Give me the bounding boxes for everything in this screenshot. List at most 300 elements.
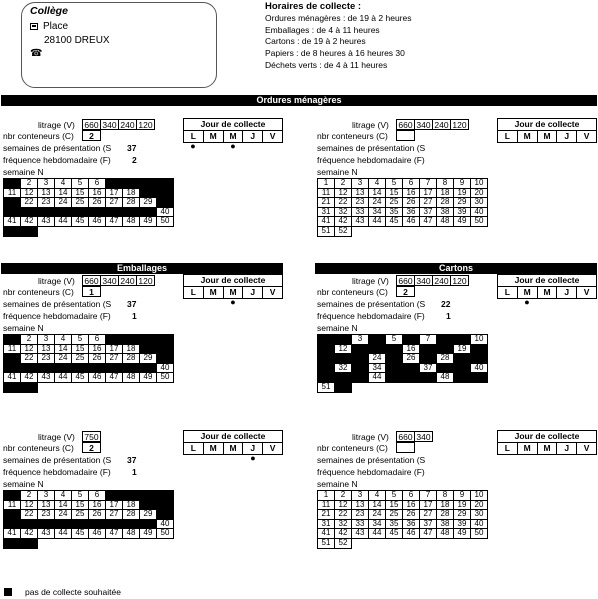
- week-cell: 19: [454, 500, 471, 510]
- week-cell: 19: [454, 188, 471, 198]
- week-cell: 46: [403, 217, 420, 227]
- week-cell: 15: [386, 188, 403, 198]
- week-cell: 8: [437, 179, 454, 189]
- week-cell: 24: [369, 510, 386, 520]
- week-cell: 25: [72, 354, 89, 364]
- empty-day: [263, 141, 283, 151]
- week-cell: 7: [106, 335, 123, 345]
- week-cell: 44: [369, 529, 386, 539]
- week-number-label: semaine N: [317, 479, 358, 489]
- week-cell: 11: [318, 500, 335, 510]
- week-cell: 45: [72, 217, 89, 227]
- weeks-label: semaines de présentation (S: [3, 455, 112, 465]
- week-cell: 50: [157, 217, 174, 227]
- week-cell: 10: [157, 491, 174, 501]
- week-cell: 49: [454, 529, 471, 539]
- week-cell: 40: [471, 207, 488, 217]
- frequency-label: fréquence hebdomadaire (F): [3, 311, 111, 321]
- week-cell: 39: [140, 363, 157, 373]
- weekday-4: V: [262, 131, 282, 142]
- weeks-value: 37: [127, 143, 137, 153]
- week-cell: 24: [369, 354, 386, 364]
- litrage-value: 120: [136, 275, 155, 286]
- week-cell: 44: [55, 373, 72, 383]
- litrage-value: 660: [396, 119, 415, 130]
- week-cell: 48: [123, 217, 140, 227]
- week-cell: 20: [471, 344, 488, 354]
- litrage-value: 120: [450, 275, 469, 286]
- week-cell: 27: [106, 510, 123, 520]
- week-cell: 25: [386, 354, 403, 364]
- week-cell: 24: [55, 510, 72, 520]
- week-cell: 36: [89, 519, 106, 529]
- containers-value: 2: [82, 442, 101, 453]
- week-cell: 51: [318, 382, 335, 392]
- week-cell: 44: [369, 373, 386, 383]
- week-cell: 49: [454, 217, 471, 227]
- week-cell: 33: [38, 519, 55, 529]
- week-cell: 26: [89, 510, 106, 520]
- litrage-value: 240: [118, 119, 137, 130]
- week-cell: 14: [369, 500, 386, 510]
- week-cell: 36: [403, 207, 420, 217]
- week-cell: 51: [318, 226, 335, 236]
- week-cell: 17: [420, 344, 437, 354]
- week-cell: 42: [335, 529, 352, 539]
- schedule-title: Horaires de collecte :: [265, 1, 362, 12]
- litrage-values: [82, 275, 154, 286]
- weekday-row: [498, 443, 596, 454]
- week-cell: 11: [318, 188, 335, 198]
- week-cell: 22: [335, 510, 352, 520]
- week-cell: 52: [335, 538, 352, 548]
- weekday-0: L: [190, 443, 196, 453]
- week-cell: 20: [157, 188, 174, 198]
- weeks-value: 37: [127, 455, 137, 465]
- weekday-1: M: [203, 131, 223, 142]
- week-cell: 35: [386, 519, 403, 529]
- week-cell: 4: [369, 179, 386, 189]
- weekday-0: L: [190, 287, 196, 297]
- week-cell: 19: [140, 500, 157, 510]
- week-cell: 6: [89, 179, 106, 189]
- week-cell: 4: [369, 491, 386, 501]
- week-cell: 8: [437, 491, 454, 501]
- collection-day-title: Jour de collecte: [498, 275, 596, 287]
- containers-label: nbr conteneurs (C): [3, 443, 74, 453]
- week-cell: 52: [335, 382, 352, 392]
- collection-day-title: Jour de collecte: [498, 431, 596, 443]
- week-cell: 37: [106, 207, 123, 217]
- week-cell: 52: [21, 226, 38, 236]
- week-cell: 37: [420, 207, 437, 217]
- week-cell: 40: [157, 519, 174, 529]
- week-cell: 26: [89, 354, 106, 364]
- empty-day: [203, 297, 223, 307]
- week-cell: 19: [454, 344, 471, 354]
- week-cell: 31: [318, 207, 335, 217]
- collection-day-box: [183, 274, 283, 299]
- weeks-label: semaines de présentation (S: [317, 455, 426, 465]
- containers-value: 2: [82, 130, 101, 141]
- week-cell: 12: [335, 500, 352, 510]
- week-cell: 18: [123, 500, 140, 510]
- week-cell: 18: [437, 344, 454, 354]
- week-cell: 37: [420, 363, 437, 373]
- week-cell: 18: [123, 344, 140, 354]
- week-cell: 9: [454, 335, 471, 345]
- week-cell: 24: [55, 354, 72, 364]
- street: Place: [43, 21, 69, 32]
- weekday-3: J: [242, 443, 262, 454]
- week-cell: 31: [4, 519, 21, 529]
- week-cell: 48: [437, 217, 454, 227]
- week-number-label: semaine N: [317, 167, 358, 177]
- week-cell: 18: [437, 188, 454, 198]
- week-cell: 37: [106, 519, 123, 529]
- week-cell: 43: [352, 529, 369, 539]
- week-cell: 10: [471, 179, 488, 189]
- week-cell: 35: [72, 207, 89, 217]
- empty-day: [497, 297, 517, 307]
- week-cell: 31: [4, 207, 21, 217]
- litrage-value: 340: [414, 275, 433, 286]
- week-cell: 45: [72, 373, 89, 383]
- week-cell: 50: [471, 217, 488, 227]
- week-cell: 23: [38, 354, 55, 364]
- week-cell: 5: [72, 179, 89, 189]
- week-cell: 24: [369, 198, 386, 208]
- week-cell: 16: [89, 188, 106, 198]
- litrage-values: [82, 431, 100, 442]
- weekday-4: V: [576, 131, 596, 142]
- weekday-0: L: [190, 131, 196, 141]
- weekday-0: L: [504, 287, 510, 297]
- week-cell: 39: [454, 363, 471, 373]
- weekday-0: L: [504, 443, 510, 453]
- week-cell: 12: [335, 188, 352, 198]
- week-cell: 35: [72, 519, 89, 529]
- collection-day-box: [497, 430, 597, 455]
- litrage-value: 340: [100, 275, 119, 286]
- week-cell: 49: [454, 373, 471, 383]
- week-cell: 47: [420, 529, 437, 539]
- week-cell: 48: [123, 373, 140, 383]
- week-cell: 32: [335, 519, 352, 529]
- week-cell: 47: [106, 529, 123, 539]
- week-cell: 1: [318, 491, 335, 501]
- week-cell: 29: [140, 198, 157, 208]
- phone-icon: ☎: [30, 48, 43, 59]
- week-cell: 28: [123, 198, 140, 208]
- collection-day-box: [183, 430, 283, 455]
- week-cell: 15: [72, 344, 89, 354]
- street-line: [30, 21, 68, 32]
- week-cell: 20: [471, 500, 488, 510]
- week-cell: 51: [318, 538, 335, 548]
- week-cell: 14: [369, 188, 386, 198]
- week-cell: 49: [140, 529, 157, 539]
- week-cell: 32: [21, 363, 38, 373]
- week-cell: 23: [38, 510, 55, 520]
- empty-day: [223, 453, 243, 463]
- containers-label: nbr conteneurs (C): [3, 287, 74, 297]
- containers-box: [396, 130, 414, 141]
- litrage-label: litrage (V): [38, 120, 75, 130]
- litrage-value: 240: [432, 275, 451, 286]
- week-cell: 41: [318, 217, 335, 227]
- weekday-2: M: [223, 131, 243, 142]
- week-cell: 4: [55, 335, 72, 345]
- weeks-label: semaines de présentation (S: [3, 143, 112, 153]
- week-cell: 42: [21, 217, 38, 227]
- week-cell: 3: [352, 335, 369, 345]
- week-cell: 35: [72, 363, 89, 373]
- weekday-4: V: [576, 287, 596, 298]
- week-cell: 28: [437, 198, 454, 208]
- week-cell: 9: [454, 179, 471, 189]
- week-cell: 32: [335, 207, 352, 217]
- weekday-2: M: [223, 443, 243, 454]
- week-cell: 38: [437, 207, 454, 217]
- week-cell: 15: [386, 344, 403, 354]
- week-cell: 13: [352, 188, 369, 198]
- city: 28100 DREUX: [44, 35, 110, 46]
- week-cell: 43: [38, 217, 55, 227]
- frequency-value: 1: [446, 311, 451, 321]
- empty-day: [263, 453, 283, 463]
- weekday-3: J: [242, 131, 262, 142]
- week-cell: 11: [4, 500, 21, 510]
- week-cell: 32: [21, 207, 38, 217]
- week-cell: 25: [72, 198, 89, 208]
- week-cell: 27: [420, 510, 437, 520]
- week-cell: 30: [471, 354, 488, 364]
- week-cell: 38: [123, 363, 140, 373]
- week-cell: 11: [4, 188, 21, 198]
- weeks-label: semaines de présentation (S: [317, 299, 426, 309]
- collection-day-title: Jour de collecte: [184, 275, 282, 287]
- week-cell: 2: [335, 491, 352, 501]
- weekday-2: M: [537, 443, 557, 454]
- collection-dot-icon: ●: [524, 297, 530, 307]
- week-cell: 50: [471, 373, 488, 383]
- week-cell: 32: [21, 519, 38, 529]
- week-cell: 52: [21, 538, 38, 548]
- week-cell: 10: [471, 335, 488, 345]
- frequency-value: 1: [132, 311, 137, 321]
- week-cell: 26: [403, 354, 420, 364]
- week-cell: 20: [471, 188, 488, 198]
- week-cell: 45: [386, 529, 403, 539]
- week-number-label: semaine N: [3, 167, 44, 177]
- week-cell: 5: [386, 491, 403, 501]
- week-cell: 13: [352, 344, 369, 354]
- week-cell: 28: [123, 510, 140, 520]
- band-emballages: Emballages: [1, 263, 283, 274]
- weekday-2: M: [223, 287, 243, 298]
- weekday-3: J: [556, 287, 576, 298]
- week-cell: 6: [403, 179, 420, 189]
- band-cartons: Cartons: [315, 263, 597, 274]
- week-cell: 1: [4, 491, 21, 501]
- weekday-3: J: [242, 287, 262, 298]
- week-cell: 7: [106, 179, 123, 189]
- week-cell: 41: [4, 529, 21, 539]
- week-cell: 5: [72, 491, 89, 501]
- week-cell: 44: [369, 217, 386, 227]
- litrage-label: litrage (V): [38, 276, 75, 286]
- week-cell: 30: [157, 198, 174, 208]
- empty-day: [203, 453, 223, 463]
- weekday-4: V: [262, 287, 282, 298]
- empty-day: [183, 453, 203, 463]
- envelope-icon: [30, 23, 38, 30]
- week-cell: 13: [38, 500, 55, 510]
- week-cell: 4: [369, 335, 386, 345]
- weeks-label: semaines de présentation (S: [317, 143, 426, 153]
- week-cell: 46: [403, 373, 420, 383]
- weeks-value: 37: [127, 299, 137, 309]
- week-cell: 39: [454, 207, 471, 217]
- week-cell: 42: [335, 373, 352, 383]
- week-cell: 42: [335, 217, 352, 227]
- week-cell: 5: [386, 179, 403, 189]
- frequency-label: fréquence hebdomadaire (F): [3, 155, 111, 165]
- collection-day-title: Jour de collecte: [498, 119, 596, 131]
- litrage-value: 340: [414, 119, 433, 130]
- week-cell: 28: [437, 354, 454, 364]
- litrage-value: 340: [414, 431, 433, 442]
- litrage-value: 340: [100, 119, 119, 130]
- week-cell: 52: [21, 382, 38, 392]
- week-cell: 14: [55, 344, 72, 354]
- week-cell: 26: [403, 510, 420, 520]
- empty-day: [243, 141, 263, 151]
- litrage-label: litrage (V): [352, 432, 389, 442]
- week-cell: 24: [55, 198, 72, 208]
- week-cell: 37: [106, 363, 123, 373]
- week-cell: 47: [420, 373, 437, 383]
- week-cell: 48: [437, 373, 454, 383]
- week-cell: 7: [420, 335, 437, 345]
- schedule-line: Papiers : de 8 heures à 16 heures 30: [265, 48, 405, 59]
- week-cell: 44: [55, 529, 72, 539]
- week-cell: 30: [471, 198, 488, 208]
- week-cell: 9: [140, 335, 157, 345]
- week-cell: 6: [89, 335, 106, 345]
- week-cell: 22: [335, 354, 352, 364]
- week-cell: 27: [106, 354, 123, 364]
- week-cell: 25: [386, 510, 403, 520]
- week-cell: 12: [335, 344, 352, 354]
- week-number-label: semaine N: [317, 323, 358, 333]
- frequency-label: fréquence hebdomadaire (F): [3, 467, 111, 477]
- week-cell: 31: [318, 363, 335, 373]
- week-cell: 39: [454, 519, 471, 529]
- week-cell: 33: [38, 207, 55, 217]
- week-cell: 43: [352, 373, 369, 383]
- weekday-2: M: [537, 131, 557, 142]
- week-cell: 18: [437, 500, 454, 510]
- collection-dot-icon: ●: [250, 453, 256, 463]
- weekday-1: M: [517, 131, 537, 142]
- week-cell: 46: [89, 529, 106, 539]
- schedule-line: Ordures ménagères : de 19 à 2 heures: [265, 12, 412, 23]
- week-cell: 14: [55, 188, 72, 198]
- week-cell: 3: [38, 335, 55, 345]
- weekday-4: V: [262, 443, 282, 454]
- empty-day: [557, 297, 577, 307]
- week-cell: 48: [123, 529, 140, 539]
- containers-box: [396, 286, 414, 297]
- week-cell: 31: [4, 363, 21, 373]
- week-cell: 3: [38, 179, 55, 189]
- week-cell: 16: [403, 344, 420, 354]
- week-cell: 8: [123, 491, 140, 501]
- litrage-label: litrage (V): [38, 432, 75, 442]
- week-cell: 21: [318, 198, 335, 208]
- week-cell: 1: [318, 179, 335, 189]
- week-cell: 19: [140, 188, 157, 198]
- litrage-values: [396, 275, 468, 286]
- week-grid: [3, 178, 174, 237]
- week-cell: 43: [38, 529, 55, 539]
- week-cell: 3: [352, 179, 369, 189]
- week-cell: 28: [123, 354, 140, 364]
- week-cell: 10: [157, 335, 174, 345]
- week-cell: 25: [72, 510, 89, 520]
- week-cell: 26: [403, 198, 420, 208]
- week-cell: 45: [386, 217, 403, 227]
- week-cell: 39: [140, 207, 157, 217]
- week-cell: 29: [454, 198, 471, 208]
- week-cell: 2: [335, 335, 352, 345]
- week-cell: 2: [21, 179, 38, 189]
- week-cell: 51: [4, 226, 21, 236]
- frequency-label: fréquence hebdomadaire (F): [317, 311, 425, 321]
- containers-box: [82, 130, 100, 141]
- week-cell: 17: [420, 188, 437, 198]
- containers-box: [82, 286, 100, 297]
- week-cell: 43: [352, 217, 369, 227]
- band-ordures: Ordures ménagères: [1, 95, 597, 106]
- week-cell: 41: [318, 529, 335, 539]
- week-cell: 18: [123, 188, 140, 198]
- litrage-value: 660: [82, 275, 101, 286]
- week-cell: 21: [4, 354, 21, 364]
- litrage-value: 120: [136, 119, 155, 130]
- schedule-line: Déchets verts : de 4 à 11 heures: [265, 59, 388, 70]
- week-cell: 34: [55, 207, 72, 217]
- week-cell: 19: [140, 344, 157, 354]
- week-cell: 40: [157, 363, 174, 373]
- containers-box: [396, 442, 414, 453]
- week-cell: 22: [21, 198, 38, 208]
- week-cell: 6: [403, 491, 420, 501]
- week-cell: 12: [21, 188, 38, 198]
- week-cell: 32: [335, 363, 352, 373]
- litrage-values: [396, 431, 432, 442]
- week-cell: 15: [72, 188, 89, 198]
- week-cell: 29: [140, 354, 157, 364]
- week-cell: 13: [38, 188, 55, 198]
- weekday-1: M: [517, 287, 537, 298]
- week-number-label: semaine N: [3, 323, 44, 333]
- week-cell: 15: [386, 500, 403, 510]
- week-cell: 34: [55, 519, 72, 529]
- week-cell: 17: [106, 188, 123, 198]
